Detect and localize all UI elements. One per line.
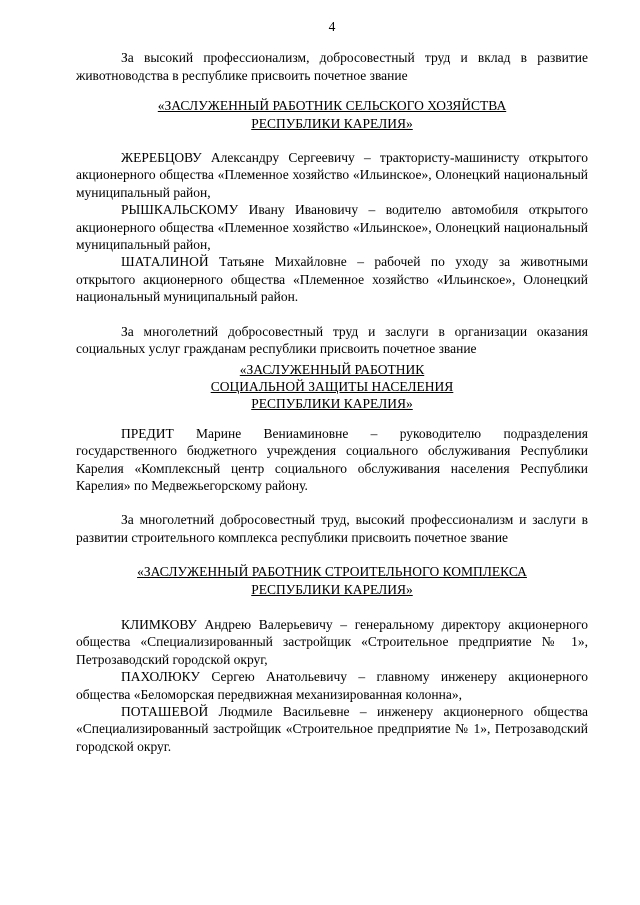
award-title-line: РЕСПУБЛИКИ КАРЕЛИЯ»	[251, 581, 413, 597]
award-title-line: «ЗАСЛУЖЕННЫЙ РАБОТНИК СЕЛЬСКОГО ХОЗЯЙСТВА	[157, 98, 507, 114]
awardee-paragraph: РЫШКАЛЬСКОМУ Ивану Ивановичу – водителю автомобиля открытого акционерного общества «Племенное хозяйство «Ильинское», Олонецкий национальный муниципальный район,	[76, 202, 588, 253]
award-title-line: «ЗАСЛУЖЕННЫЙ РАБОТНИК СТРОИТЕЛЬНОГО КОМПЛЕКСА	[137, 564, 527, 580]
section-intro: За многолетний добросовестный труд, высокий профессионализм и заслуги в развитии строительного комплекса республики присвоить почетное звание	[76, 512, 588, 545]
awardee-paragraph: ПРЕДИТ Марине Вениаминовне – руководителю подразделения государственного бюджетного учреждения социального обслуживания Республики Карелия «Комплексный центр социального обслуживания населения Республики Карелия» по Медвежьегорскому району.	[76, 425, 588, 493]
award-title-line: РЕСПУБЛИКИ КАРЕЛИЯ»	[251, 396, 413, 412]
award-title	[76, 361, 588, 413]
award-title-line: СОЦИАЛЬНОЙ ЗАЩИТЫ НАСЕЛЕНИЯ	[210, 378, 454, 394]
award-title-line: «ЗАСЛУЖЕННЫЙ РАБОТНИК	[239, 361, 425, 377]
awardee-paragraph: КЛИМКОВУ Андрею Валерьевичу – генеральному директору акционерного общества «Специализированный застройщик «Строительное предприятие № 1», Петрозаводский городской округ,	[76, 616, 588, 667]
awardee-paragraph: ПОТАШЕВОЙ Людмиле Васильевне – инженеру акционерного общества «Специализированный застройщик «Строительное предприятие № 1», Петрозаводский городской округ.	[76, 704, 588, 754]
awardee-paragraph: ЖЕРЕБЦОВУ Александру Сергеевичу – трактористу-машинисту открытого акционерного общества «Племенное хозяйство «Ильинское», Олонецкий национальный муниципальный район,	[76, 150, 588, 200]
awardee-paragraph: ПАХОЛЮКУ Сергею Анатольевичу – главному инженеру акционерного общества «Беломорская передвижная механизированная колонна»,	[76, 669, 588, 702]
page-number: 4	[328, 19, 336, 34]
award-title	[76, 563, 588, 598]
section-intro: За высокий профессионализм, добросовестный труд и вклад в развитие животноводства в республике присвоить почетное звание	[76, 50, 588, 83]
award-title-line: РЕСПУБЛИКИ КАРЕЛИЯ»	[251, 115, 413, 131]
section-intro: За многолетний добросовестный труд и заслуги в организации оказания социальных услуг гражданам республики присвоить почетное звание	[76, 323, 588, 357]
awardee-paragraph: ШАТАЛИНОЙ Татьяне Михайловне – рабочей по уходу за животными открытого акционерного общества «Племенное хозяйство «Ильинское», Олонецкий национальный муниципальный район.	[76, 254, 588, 305]
award-title	[76, 97, 588, 132]
